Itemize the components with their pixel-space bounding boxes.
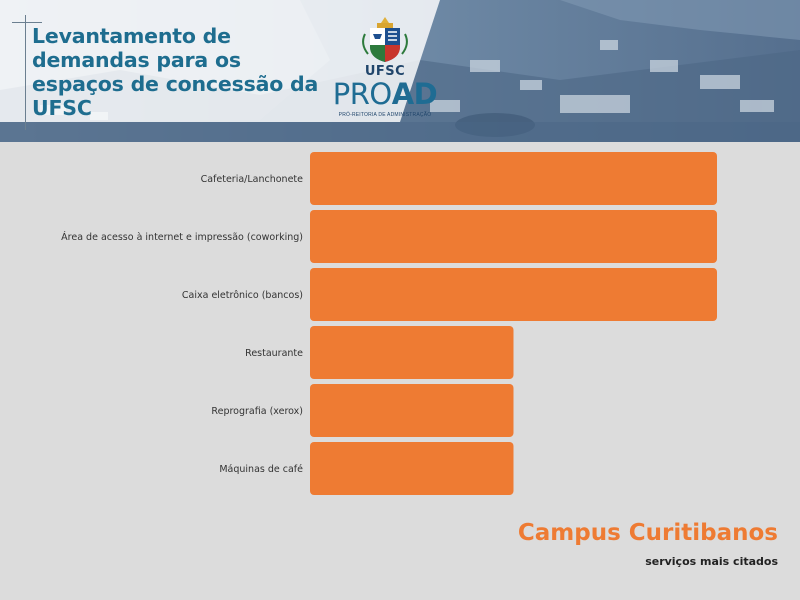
logo-ufsc-text: UFSC [364,64,406,79]
campus-title: Campus Curitibanos [517,520,778,546]
bar-1 [310,210,717,263]
logo-subtitle: PRÓ-REITORIA DE ADMINISTRAÇÃO [338,112,432,118]
bar-chart [0,142,800,512]
bar-3 [310,326,514,379]
bar-2 [310,268,717,321]
category-label-3: Restaurante [245,348,303,359]
decor-line-vertical [25,15,26,130]
ufsc-crest-icon [330,14,440,64]
logo-pro-text: PRO [332,77,392,111]
category-label-1: Área de acesso à internet e impressão (coworking) [61,232,303,243]
logo-proad-text [330,78,440,110]
logo-ad-text: AD [391,77,438,111]
bar-0 [310,152,717,205]
proad-logo [330,14,440,129]
category-label-2: Caixa eletrônico (bancos) [181,290,303,301]
bar-5 [310,442,514,495]
decor-line-horizontal [12,22,42,23]
header-banner [0,0,800,142]
page-title: Levantamento de demandas para os espaços de concessão da UFSC [32,24,319,120]
bar-4 [310,384,514,437]
category-label-0: Cafeteria/Lanchonete [200,174,303,185]
category-label-4: Reprografia (xerox) [211,406,303,417]
category-label-5: Máquinas de café [219,464,303,475]
chart-subtitle: serviços mais citados [645,555,778,568]
